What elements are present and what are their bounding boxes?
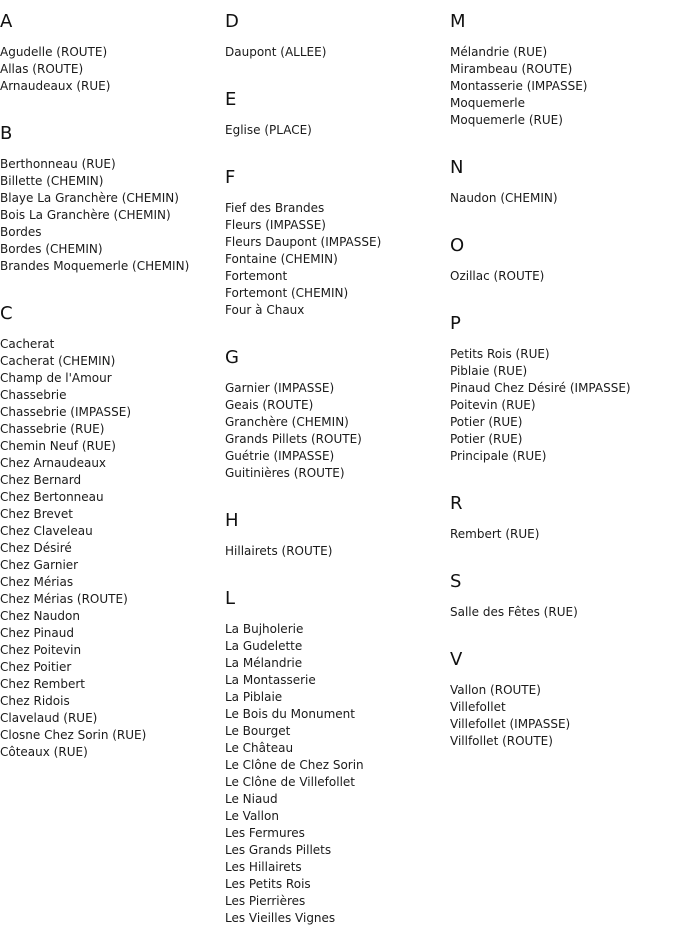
section-letter-heading: E [225,89,237,110]
section-letter-heading: H [225,510,240,531]
street-link[interactable]: La Piblaie [225,690,283,704]
street-link[interactable]: Chez Désiré [0,541,72,555]
letter-section [225,89,450,139]
street-link[interactable]: Vallon (ROUTE) [450,683,541,697]
street-link[interactable]: Le Bois du Monument [225,707,355,721]
street-link[interactable]: Garnier (IMPASSE) [225,381,335,395]
street-link[interactable]: Bois La Granchère (CHEMIN) [0,208,171,222]
street-link[interactable]: Geais (ROUTE) [225,398,314,412]
street-link[interactable]: Mélandrie (RUE) [450,45,548,59]
street-link[interactable]: La Gudelette [225,639,303,653]
street-link[interactable]: Villfollet (ROUTE) [450,734,553,748]
street-link[interactable]: Chez Claveleau [0,524,93,538]
street-link[interactable]: Guitinières (ROUTE) [225,466,345,480]
street-link[interactable]: La Mélandrie [225,656,303,670]
street-list [225,200,450,319]
street-link[interactable]: Les Hillairets [225,860,302,874]
street-list [450,526,675,543]
street-link[interactable]: Le Niaud [225,792,278,806]
street-link[interactable]: Les Vieilles Vignes [225,911,336,925]
street-link[interactable]: Poitevin (RUE) [450,398,536,412]
street-link[interactable]: Cacherat (CHEMIN) [0,354,116,368]
letter-section [225,510,450,560]
street-link[interactable]: Le Bourget [225,724,291,738]
street-list [450,190,675,207]
street-link[interactable]: Guétrie (IMPASSE) [225,449,335,463]
street-link[interactable]: Chez Ridois [0,694,70,708]
street-link[interactable]: Chez Poitevin [0,643,82,657]
section-letter-heading: S [450,571,462,592]
letter-section [0,123,225,275]
street-link[interactable]: Brandes Moquemerle (CHEMIN) [0,259,190,273]
letter-section [225,347,450,482]
street-link[interactable]: Closne Chez Sorin (RUE) [0,728,147,742]
street-link[interactable]: Bordes (CHEMIN) [0,242,103,256]
street-link[interactable]: Villefollet [450,700,506,714]
street-list [450,44,675,129]
street-link[interactable]: Chez Arnaudeaux [0,456,107,470]
street-list [225,380,450,482]
street-link[interactable]: Fortemont (CHEMIN) [225,286,349,300]
street-link[interactable]: Granchère (CHEMIN) [225,415,349,429]
street-list [450,346,675,465]
street-link[interactable]: Chez Bernard [0,473,82,487]
street-link[interactable]: Chez Mérias [0,575,74,589]
street-link[interactable]: Principale (RUE) [450,449,547,463]
section-letter-heading: C [0,303,14,324]
street-link[interactable]: Moquemerle [450,96,526,110]
street-link[interactable]: Allas (ROUTE) [0,62,84,76]
letter-section [0,303,225,761]
street-link[interactable]: Fief des Brandes [225,201,325,215]
street-link[interactable]: Naudon (CHEMIN) [450,191,558,205]
street-link[interactable]: Villefollet (IMPASSE) [450,717,571,731]
street-link[interactable]: Four à Chaux [225,303,305,317]
street-list [225,44,450,61]
section-letter-heading: O [450,235,465,256]
index-column-1 [0,0,225,761]
street-link[interactable]: Fortemont [225,269,288,283]
street-link[interactable]: Les Grands Pillets [225,843,332,857]
letter-section [0,11,225,95]
street-link[interactable]: Champ de l'Amour [0,371,112,385]
letter-section [450,313,675,465]
street-list [450,604,675,621]
street-link[interactable]: Les Pierrières [225,894,306,908]
street-link[interactable]: Côteaux (RUE) [0,745,88,759]
section-letter-heading: R [450,493,464,514]
street-link[interactable]: Daupont (ALLEE) [225,45,327,59]
street-link[interactable]: Bordes [0,225,42,239]
street-link[interactable]: Chassebrie [0,388,67,402]
letter-section [450,11,675,129]
street-link[interactable]: Fontaine (CHEMIN) [225,252,338,266]
street-link[interactable]: Chez Poitier [0,660,72,674]
section-letter-heading: N [450,157,464,178]
street-link[interactable]: Rembert (RUE) [450,527,540,541]
street-link[interactable]: Le Clône de Chez Sorin [225,758,364,772]
street-link[interactable]: Billette (CHEMIN) [0,174,104,188]
street-link[interactable]: Clavelaud (RUE) [0,711,98,725]
street-link[interactable]: Chez Bertonneau [0,490,104,504]
street-link[interactable]: Berthonneau (RUE) [0,157,116,171]
street-link[interactable]: Potier (RUE) [450,432,523,446]
index-column-2 [225,0,450,927]
street-link[interactable]: Chez Pinaud [0,626,74,640]
street-link[interactable]: Agudelle (ROUTE) [0,45,108,59]
letter-section [450,235,675,285]
section-letter-heading: B [0,123,13,144]
street-list [225,122,450,139]
section-letter-heading: G [225,347,240,368]
street-link[interactable]: Chez Naudon [0,609,80,623]
street-link[interactable]: Salle des Fêtes (RUE) [450,605,578,619]
street-link[interactable]: Chez Garnier [0,558,79,572]
street-link[interactable]: Chassebrie (IMPASSE) [0,405,132,419]
section-letter-heading: V [450,649,463,670]
letter-section [450,157,675,207]
section-letter-heading: M [450,11,467,32]
street-link[interactable]: Petits Rois (RUE) [450,347,550,361]
street-link[interactable]: Le Vallon [225,809,279,823]
street-link[interactable]: Eglise (PLACE) [225,123,312,137]
street-link[interactable]: Grands Pillets (ROUTE) [225,432,362,446]
street-link[interactable]: Pinaud Chez Désiré (IMPASSE) [450,381,631,395]
letter-section [450,649,675,750]
street-link[interactable]: Montasserie (IMPASSE) [450,79,588,93]
street-link[interactable]: Chassebrie (RUE) [0,422,105,436]
section-letter-heading: A [0,11,13,32]
street-link[interactable]: La Montasserie [225,673,316,687]
street-list [0,44,225,95]
street-link[interactable]: Ozillac (ROUTE) [450,269,545,283]
street-link[interactable]: Chez Rembert [0,677,85,691]
street-link[interactable]: Le Château [225,741,294,755]
section-letter-heading: D [225,11,240,32]
street-link[interactable]: La Bujholerie [225,622,304,636]
section-letter-heading: L [225,588,236,609]
street-list [0,336,225,761]
street-link[interactable]: Le Clône de Villefollet [225,775,355,789]
letter-section [450,571,675,621]
street-link[interactable]: Potier (RUE) [450,415,523,429]
street-link[interactable]: Blaye La Granchère (CHEMIN) [0,191,179,205]
street-link[interactable]: Arnaudeaux (RUE) [0,79,111,93]
street-link[interactable]: Hillairets (ROUTE) [225,544,333,558]
street-link[interactable]: Cacherat [0,337,55,351]
street-list [225,621,450,927]
letter-section [225,11,450,61]
street-link[interactable]: Piblaie (RUE) [450,364,528,378]
section-letter-heading: F [225,167,236,188]
index-column-3 [450,0,675,750]
street-link[interactable]: Chez Mérias (ROUTE) [0,592,128,606]
section-letter-heading: P [450,313,462,334]
street-list [225,543,450,560]
street-link[interactable]: Chemin Neuf (RUE) [0,439,116,453]
street-link[interactable]: Fleurs Daupont (IMPASSE) [225,235,382,249]
letter-section [450,493,675,543]
street-link[interactable]: Fleurs (IMPASSE) [225,218,326,232]
letter-section [225,167,450,319]
letter-section [225,588,450,927]
street-link[interactable]: Les Fermures [225,826,305,840]
street-list [0,156,225,275]
street-link[interactable]: Chez Brevet [0,507,73,521]
street-link[interactable]: Moquemerle (RUE) [450,113,563,127]
street-link[interactable]: Mirambeau (ROUTE) [450,62,573,76]
street-link[interactable]: Les Petits Rois [225,877,311,891]
street-list [450,682,675,750]
street-list [450,268,675,285]
